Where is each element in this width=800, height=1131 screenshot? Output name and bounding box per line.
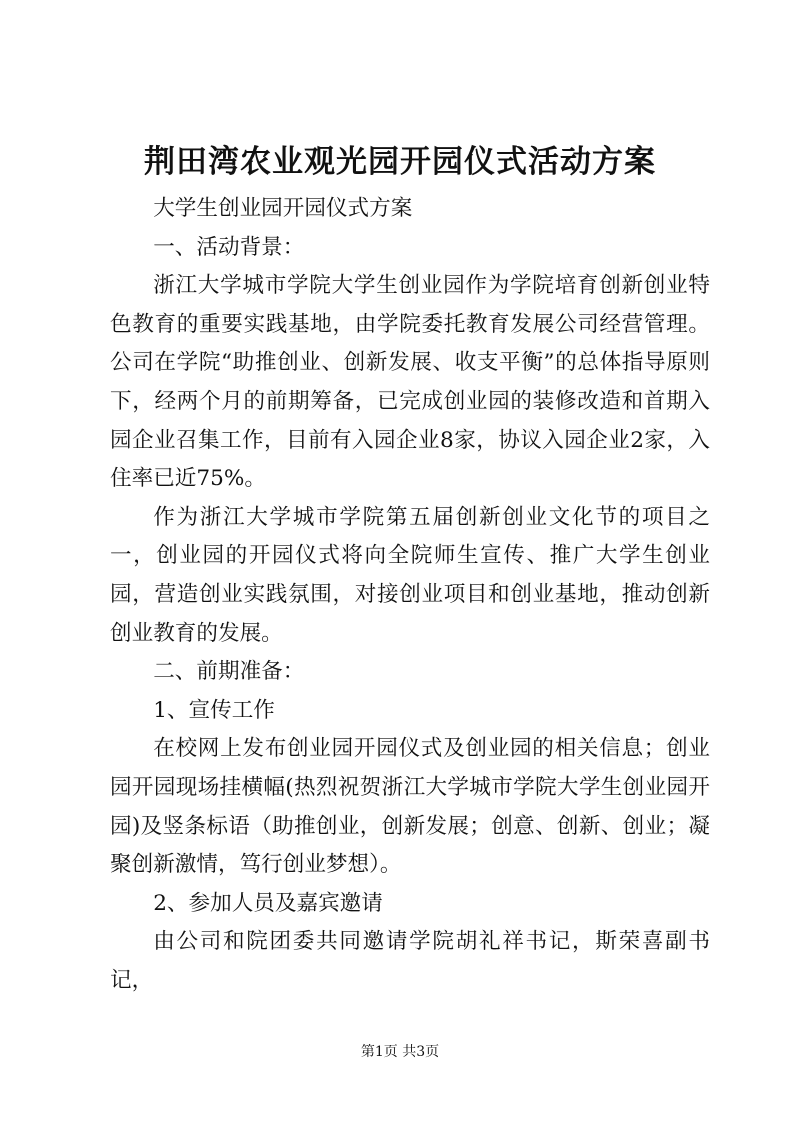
- section-heading-background: 一、活动背景：: [153, 234, 305, 260]
- document-title: 荆田湾农业观光园开园仪式活动方案: [144, 144, 656, 180]
- paragraph-subtitle: 大学生创业园开园仪式方案: [153, 196, 413, 221]
- paragraph-publicity: 在校网上发布创业园开园仪式及创业园的相关信息；创业园开园现场挂横幅(热烈祝贺浙江大学城市学院大学生创业园开园)及竖条标语（助推创业，创新发展；创意、创新、创业；凝聚创新激情，笃行创业梦想）。: [110, 736, 710, 878]
- paragraph-guests: 由公司和院团委共同邀请学院胡礼祥书记，斯荣喜副书记，: [110, 929, 710, 993]
- subheading-guests: 2、参加人员及嘉宾邀请: [153, 890, 383, 916]
- document-body: [110, 190, 710, 1000]
- paragraph-background-1: 浙江大学城市学院大学生创业园作为学院培育创新创业特色教育的重要实践基地，由学院委托教育发展公司经营管理。公司在学院“助推创业、创新发展、收支平衡”的总体指导原则下，经两个月的前期筹备，已完成创业园的装修改造和首期入园企业召集工作，目前有入园企业8家，协议入园企业2家，入住率已近75%。: [110, 273, 710, 492]
- page-footer: 第1页 共3页: [360, 1044, 440, 1060]
- subheading-publicity: 1、宣传工作: [153, 697, 275, 723]
- section-heading-preparation: 二、前期准备：: [153, 659, 305, 685]
- paragraph-background-2: 作为浙江大学城市学院第五届创新创业文化节的项目之一，创业园的开园仪式将向全院师生宣传、推广大学生创业园，营造创业实践氛围，对接创业项目和创业基地，推动创新创业教育的发展。: [110, 504, 710, 646]
